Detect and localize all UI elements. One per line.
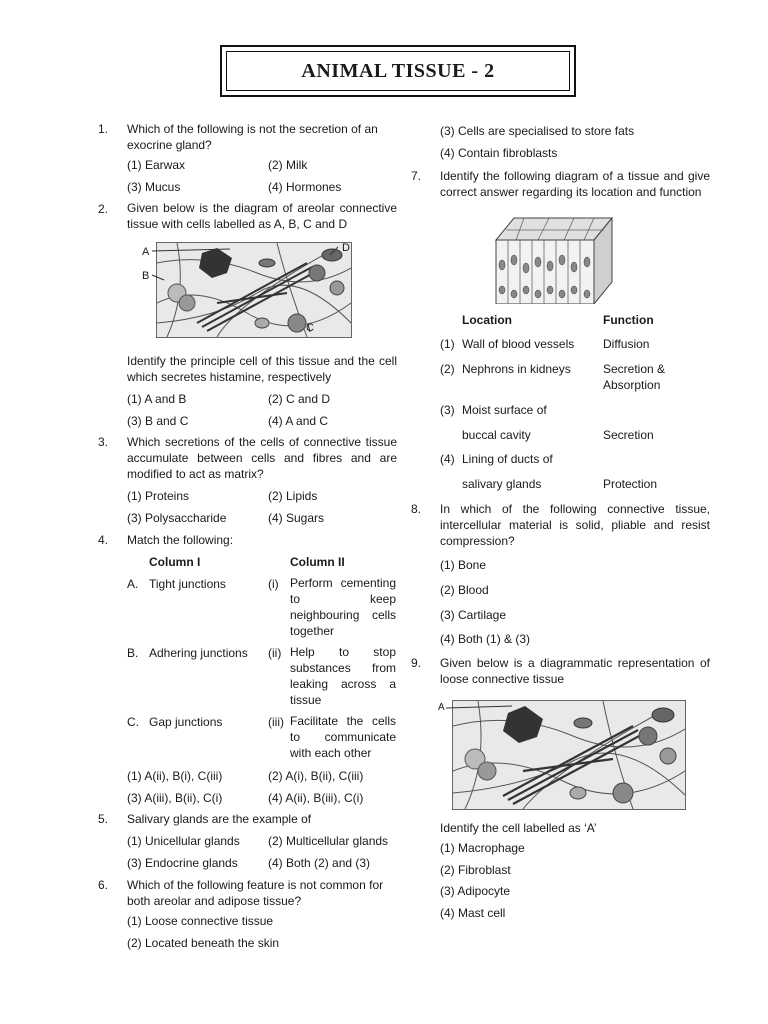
q5-number: 5. [98,812,109,826]
q7-option-3-location: Moist surface of [462,403,547,417]
q6-option-3: (3) Cells are specialised to store fats [440,124,635,138]
q4-row-a-letter: A. [127,577,139,591]
q7-option-2-location: Nephrons in kidneys [462,362,571,376]
q5-option-3: (3) Endocrine glands [127,856,238,870]
q4-row-b-term: Adhering junctions [149,646,248,660]
q9-text: Given below is a diagrammatic representation of loose connective tissue [440,656,710,686]
q7-option-4-function: Protection [603,477,658,491]
q1-number: 1. [98,122,109,136]
q4-row-b-desc: Help to stop substances from leaking across a tissue [290,645,396,707]
q9-option-1: (1) Macrophage [440,841,525,855]
q4-text: Match the following: [127,533,234,547]
q2-option-3: (3) B and C [127,414,189,428]
q6-number: 6. [98,878,109,892]
title-box [220,45,576,97]
q3-text: Which secretions of the cells of connective tissue accumulate between cells and fibres and are modified to act as matrix? [127,435,397,481]
q2-option-4: (4) A and C [268,414,329,428]
q2-option-1: (1) A and B [127,392,187,406]
q4-option-4: (4) A(ii), B(iii), C(i) [268,791,364,805]
q3-option-2: (2) Lipids [268,489,318,503]
q4-row-c-desc: Facilitate the cells to communicate with each other [290,714,396,760]
q2-label-a: A [142,246,150,258]
q7-option-3-number: (3) [440,403,455,417]
q9-option-4: (4) Mast cell [440,906,506,920]
q2-label-d: D [342,242,350,254]
q3-option-3: (3) Polysaccharide [127,511,227,525]
q2-label-b: B [142,270,150,282]
q7-option-4-location-2: salivary glands [462,477,542,491]
q4-option-2: (2) A(i), B(ii), C(iii) [268,769,364,783]
q7-diagram-drawing [494,210,614,304]
q4-row-a-desc: Perform cementing to keep neighbouring cells together [290,576,396,638]
q4-row-b-numeral: (ii) [268,646,282,660]
q3-option-4: (4) Sugars [268,511,325,525]
q2-option-2: (2) C and D [268,392,331,406]
q7-text: Identify the following diagram of a tissue and give correct answer regarding its location and function [440,169,710,199]
q4-number: 4. [98,533,109,547]
page-title: ANIMAL TISSUE - 2 [226,51,570,91]
q2-number: 2. [98,202,109,216]
q3-option-1: (1) Proteins [127,489,190,503]
q9-option-2: (2) Fibroblast [440,863,511,877]
q8-option-2: (2) Blood [440,583,489,597]
q8-text: In which of the following connective tissue, intercellular material is solid, pliable and resist compression? [440,502,710,548]
q4-row-c-term: Gap junctions [149,715,223,729]
q4-row-a-numeral: (i) [268,577,279,591]
q7-number: 7. [411,169,422,183]
q4-row-c-letter: C. [127,715,139,729]
q7-option-1-function: Diffusion [603,337,650,351]
q1-option-1: (1) Earwax [127,158,186,172]
q6-text: Which of the following feature is not common for both areolar and adipose tissue? [127,878,384,908]
q7-option-2-function: Secretion & Absorption [603,362,666,392]
q5-text: Salivary glands are the example of [127,812,312,826]
q1-option-4: (4) Hormones [268,180,342,194]
q7-option-1-location: Wall of blood vessels [462,337,575,351]
q4-option-1: (1) A(ii), B(i), C(iii) [127,769,223,783]
q6-option-1: (1) Loose connective tissue [127,914,274,928]
q2-text-2: Identify the principle cell of this tissue and the cell which secretes histamine, respectively [127,354,397,384]
q9-text-2: Identify the cell labelled as ‘A’ [440,821,597,835]
q4-column-1-header: Column I [149,555,201,569]
q1-option-3: (3) Mucus [127,180,181,194]
q7-option-4-number: (4) [440,452,455,466]
q7-epithelium-diagram [494,210,614,304]
q8-option-3: (3) Cartilage [440,608,507,622]
q9-label-a: A [438,702,445,713]
q4-option-3: (3) A(iii), B(ii), C(i) [127,791,223,805]
q7-option-3-location-2: buccal cavity [462,428,531,442]
q7-function-header: Function [603,313,654,327]
q2-text: Given below is the diagram of areolar connective tissue with cells labelled as A, B, C and D [127,201,397,231]
q6-option-2: (2) Located beneath the skin [127,936,280,950]
q7-option-4-location: Lining of ducts of [462,452,553,466]
q6-option-4: (4) Contain fibroblasts [440,146,558,160]
q9-number: 9. [411,656,422,670]
q9-label-leader [436,700,536,720]
q9-option-3: (3) Adipocyte [440,884,511,898]
q7-location-header: Location [462,313,512,327]
q1-text: Which of the following is not the secretion of an exocrine gland? [127,122,378,152]
q4-column-2-header: Column II [290,555,345,569]
q5-option-1: (1) Unicellular glands [127,834,240,848]
q8-option-1: (1) Bone [440,558,487,572]
q4-row-a-term: Tight junctions [149,577,226,591]
q5-option-2: (2) Multicellular glands [268,834,389,848]
q8-option-4: (4) Both (1) & (3) [440,632,531,646]
q7-option-3-function: Secretion [603,428,654,442]
q8-number: 8. [411,502,422,516]
q7-option-1-number: (1) [440,337,455,351]
q2-label-leaders [140,240,370,350]
q3-number: 3. [98,435,109,449]
q5-option-4: (4) Both (2) and (3) [268,856,371,870]
q1-option-2: (2) Milk [268,158,308,172]
q4-row-c-numeral: (iii) [268,715,284,729]
q4-row-b-letter: B. [127,646,139,660]
q7-option-2-number: (2) [440,362,455,376]
q2-label-c: C [306,322,314,334]
